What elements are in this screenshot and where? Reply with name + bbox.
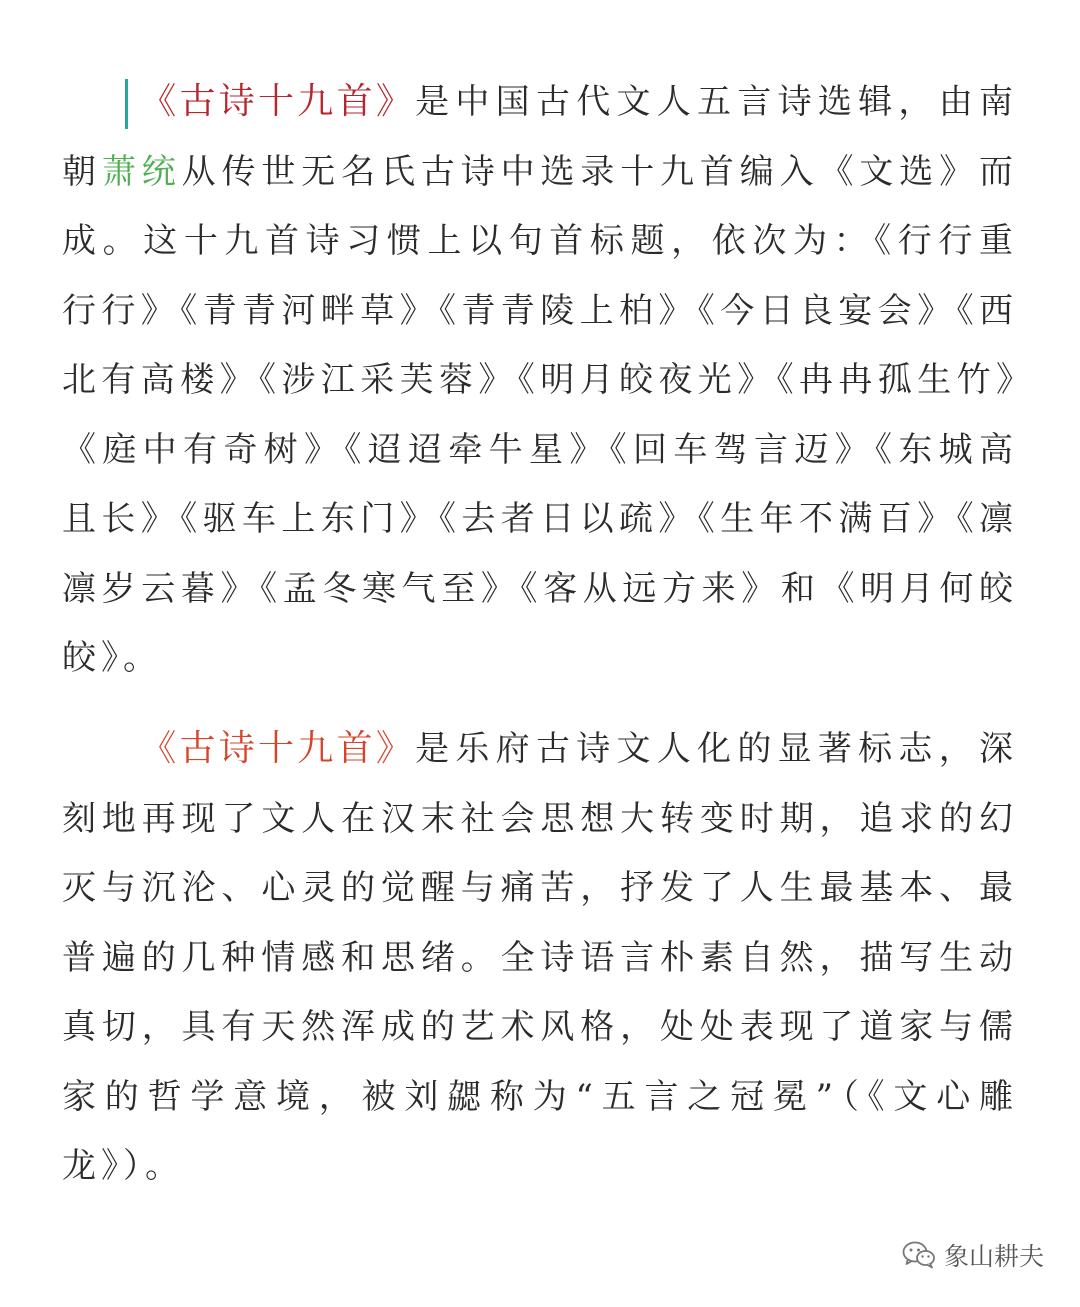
watermark-label: 象山耕夫 [943,1242,1044,1271]
book-title-highlight: 《古诗十九首》 [140,80,416,121]
book-title-highlight: 《古诗十九首》 [140,727,416,768]
paragraph-text: 是乐府古诗文人化的显著标志，深刻地再现了文人在汉末社会思想大转变时期，追求的幻灭与沉沦、心灵的觉醒与痛苦，抒发了人生最基本、最普遍的几种情感和思绪。全诗语言朴素自然，描写生动真切，具有天然浑成的艺术风格，处处表现了道家与儒家的哲学意境，被刘勰称为“五言之冠冕”（《文心雕龙》）。 [62,729,1018,1186]
person-name-highlight: 萧统 [101,152,182,191]
wechat-icon [902,1241,936,1269]
account-watermark [902,1237,1044,1273]
paragraph-significance [62,713,1018,1202]
paragraph-intro [62,66,1018,694]
paragraph-text: 从传世无名氏古诗中选录十九首编入《文选》而成。这十九首诗习惯上以句首标题，依次为：《行行重行行》《青青河畔草》《青青陵上柏》《今日良宴会》《西北有高楼》《涉江采芙蓉》《明月皎夜光》《冉冉孤生竹》《庭中有奇树》《迢迢牵牛星》《回车驾言迈》《东城高且长》《驱车上东门》《去者日以疏》《生年不满百》《凛凛岁云暮》《孟冬寒气至》《客从远方来》和《明月何皎皎》。 [62,151,1019,678]
paragraph-text: 是中国古代文人五言诗选辑，由南朝 [62,82,1018,192]
